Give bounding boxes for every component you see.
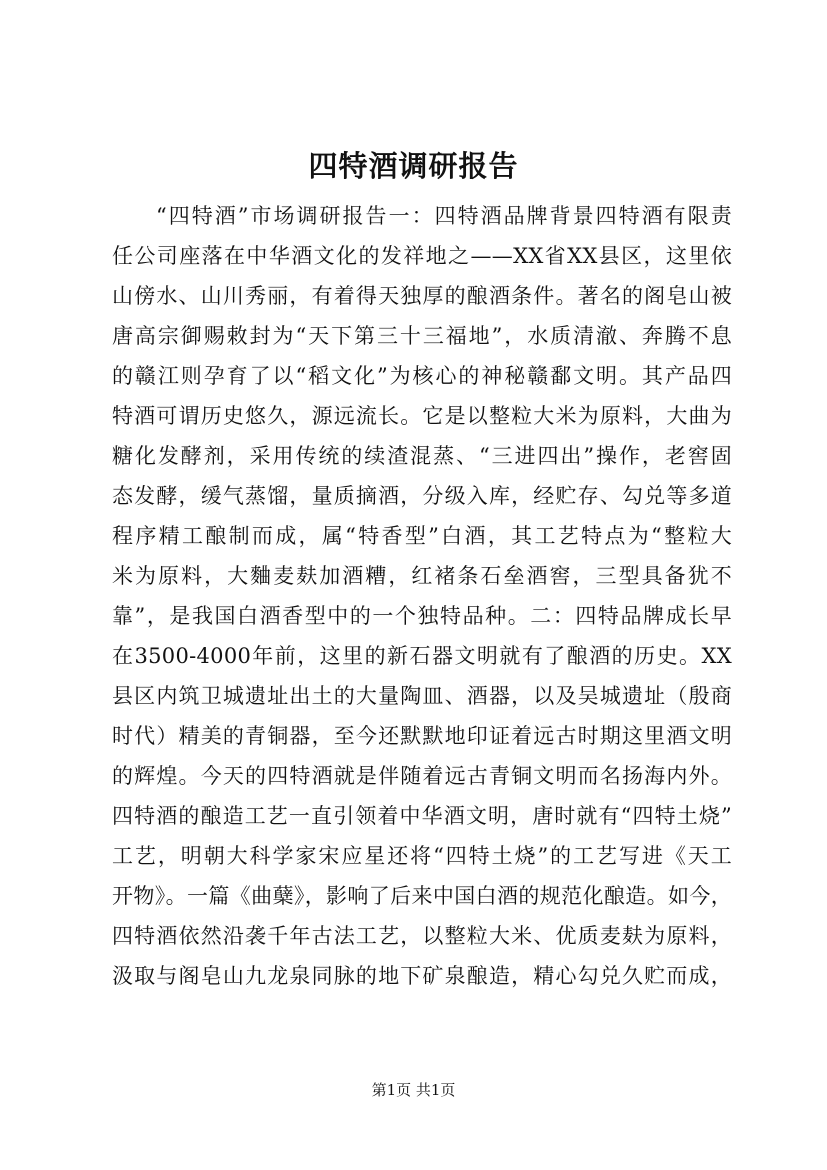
text-line: 工艺，明朝大科学家宋应星还将“四特土烧”的工艺写进《天工 bbox=[112, 844, 732, 868]
text-line: 四特酒依然沿袭千年古法工艺，以整粒大米、优质麦麸为原料， bbox=[112, 924, 732, 948]
document-title: 四特酒调研报告 bbox=[308, 149, 519, 183]
text-line: 的赣江则孕育了以“稻文化”为核心的神秘赣鄱文明。其产品四 bbox=[112, 364, 732, 388]
page-number: 第1页 共1页 bbox=[371, 1081, 456, 1099]
text-line: 米为原料，大麯麦麸加酒糟，红褚条石垒酒窖，三型具备犹不 bbox=[112, 564, 732, 588]
page-footer bbox=[0, 1080, 827, 1100]
body-text bbox=[112, 196, 732, 996]
text-line: 糖化发酵剂，采用传统的续渣混蒸、“三进四出”操作，老窖固 bbox=[112, 444, 732, 468]
text-line: 四特酒的酿造工艺一直引领着中华酒文明，唐时就有“四特土烧” bbox=[112, 804, 732, 828]
text-line: 靠”，是我国白酒香型中的一个独特品种。二：四特品牌成长早 bbox=[112, 604, 732, 628]
text-line: 开物》。一篇《曲蘖》，影响了后来中国白酒的规范化酿造。如今， bbox=[112, 884, 732, 908]
text-line: 任公司座落在中华酒文化的发祥地之——XX省XX县区，这里依 bbox=[112, 244, 732, 268]
text-line: 态发酵，缓气蒸馏，量质摘酒，分级入库，经贮存、勾兑等多道 bbox=[112, 484, 732, 508]
text-line: 的辉煌。今天的四特酒就是伴随着远古青铜文明而名扬海内外。 bbox=[112, 764, 732, 788]
text-line: 时代）精美的青铜器，至今还默默地印证着远古时期这里酒文明 bbox=[112, 724, 732, 748]
text-line: 县区内筑卫城遗址出土的大量陶皿、酒器，以及吴城遗址（殷商 bbox=[112, 684, 732, 708]
text-line: 特酒可谓历史悠久，源远流长。它是以整粒大米为原料，大曲为 bbox=[112, 404, 732, 428]
text-line: “四特酒”市场调研报告一：四特酒品牌背景四特酒有限责 bbox=[156, 204, 732, 228]
text-line: 汲取与阁皂山九龙泉同脉的地下矿泉酿造，精心勾兑久贮而成， bbox=[112, 964, 732, 988]
text-line: 山傍水、山川秀丽，有着得天独厚的酿酒条件。著名的阁皂山被 bbox=[112, 284, 732, 308]
text-line: 程序精工酿制而成，属“特香型”白酒，其工艺特点为“整粒大 bbox=[112, 524, 732, 548]
text-line: 在3500-4000年前，这里的新石器文明就有了酿酒的历史。XX bbox=[112, 644, 732, 668]
text-line: 唐高宗御赐敕封为“天下第三十三福地”，水质清澈、奔腾不息 bbox=[112, 324, 732, 348]
